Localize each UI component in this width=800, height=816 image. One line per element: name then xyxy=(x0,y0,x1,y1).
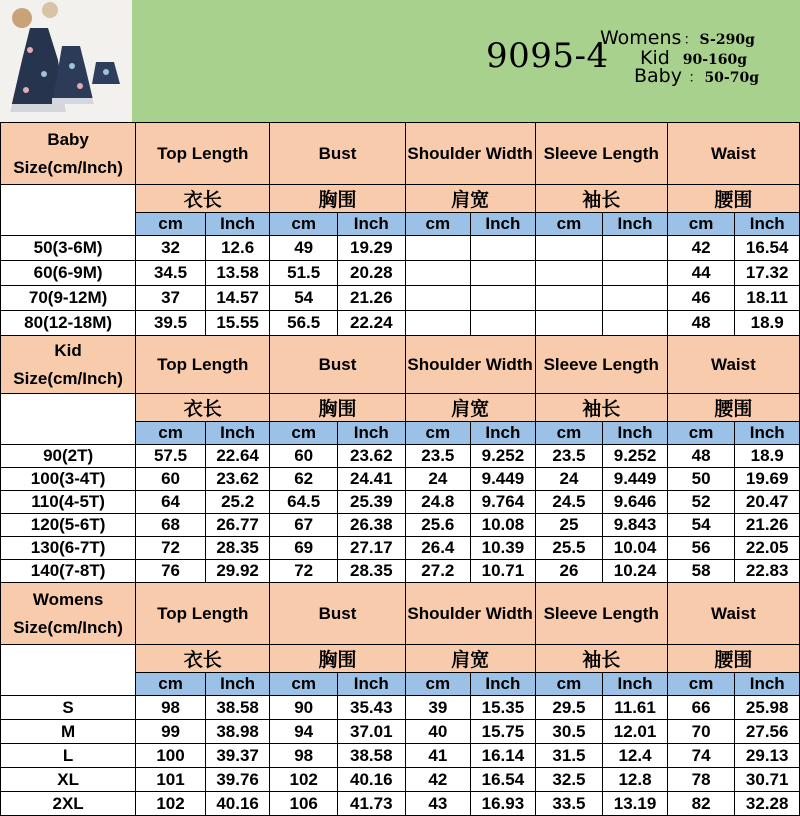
measurement-cell: 38.98 xyxy=(205,720,270,744)
unit-inch: Inch xyxy=(205,673,270,696)
measurement-cell: 31.5 xyxy=(535,744,603,768)
section-header-row xyxy=(1,123,800,185)
weight-label: Kid xyxy=(640,47,670,69)
weight-womens: Womens ： S-290g xyxy=(600,27,755,49)
measurement-cell: 29.13 xyxy=(735,744,800,768)
unit-cm: cm xyxy=(535,213,603,236)
unit-inch: Inch xyxy=(337,213,405,236)
table-row xyxy=(1,445,800,468)
measurement-cell xyxy=(405,236,471,261)
column-header: Waist xyxy=(667,123,799,185)
size-label: 130(6-7T) xyxy=(1,537,136,560)
measurement-cell: 64.5 xyxy=(270,491,338,514)
size-label: 2XL xyxy=(1,792,136,816)
measurement-cell: 9.449 xyxy=(471,468,536,491)
measurement-cell xyxy=(471,236,536,261)
measurement-cell: 26.4 xyxy=(405,537,471,560)
measurement-cell: 46 xyxy=(667,286,735,311)
measurement-cell: 34.5 xyxy=(136,261,206,286)
dress-photo-icon xyxy=(0,0,132,122)
measurement-cell: 25.39 xyxy=(337,491,405,514)
measurement-cell: 21.26 xyxy=(337,286,405,311)
column-header: Sleeve Length xyxy=(535,123,667,185)
measurement-cell: 24 xyxy=(535,468,603,491)
measurement-cell xyxy=(535,311,603,336)
measurement-cell: 10.39 xyxy=(471,537,536,560)
measurement-cell: 74 xyxy=(667,744,735,768)
unit-inch: Inch xyxy=(471,673,536,696)
unit-cm: cm xyxy=(270,422,338,445)
measurement-cell: 44 xyxy=(667,261,735,286)
measurement-cell: 22.64 xyxy=(205,445,270,468)
blank-cell xyxy=(1,645,136,696)
measurement-cell: 48 xyxy=(667,445,735,468)
measurement-cell: 23.62 xyxy=(205,468,270,491)
measurement-cell: 49 xyxy=(270,236,338,261)
unit-inch: Inch xyxy=(735,213,800,236)
measurement-cell: 25 xyxy=(535,514,603,537)
unit-inch: Inch xyxy=(471,213,536,236)
column-header-cn: 肩宽 xyxy=(405,645,535,673)
measurement-cell: 70 xyxy=(667,720,735,744)
measurement-cell: 39.5 xyxy=(136,311,206,336)
measurement-cell: 39.76 xyxy=(205,768,270,792)
column-header: Sleeve Length xyxy=(535,336,667,394)
product-photo xyxy=(0,0,132,122)
unit-cm: cm xyxy=(667,422,735,445)
measurement-cell xyxy=(471,286,536,311)
measurement-cell: 11.61 xyxy=(603,696,668,720)
measurement-cell: 42 xyxy=(667,236,735,261)
measurement-cell: 90 xyxy=(270,696,338,720)
measurement-cell: 10.04 xyxy=(603,537,668,560)
measurement-cell xyxy=(603,286,668,311)
product-code: 9095-4 xyxy=(486,36,609,76)
column-header-cn: 袖长 xyxy=(535,394,667,422)
measurement-cell: 76 xyxy=(136,560,206,583)
column-header: Shoulder Width xyxy=(405,336,535,394)
measurement-cell: 27.17 xyxy=(337,537,405,560)
measurement-cell: 37.01 xyxy=(337,720,405,744)
measurement-cell: 13.58 xyxy=(205,261,270,286)
measurement-cell: 58 xyxy=(667,560,735,583)
measurement-cell: 12.8 xyxy=(603,768,668,792)
column-header-cn-row xyxy=(1,645,800,673)
unit-cm: cm xyxy=(136,422,206,445)
measurement-cell: 9.764 xyxy=(471,491,536,514)
measurement-cell: 26.38 xyxy=(337,514,405,537)
measurement-cell: 72 xyxy=(270,560,338,583)
unit-cm: cm xyxy=(136,213,206,236)
measurement-cell: 15.75 xyxy=(471,720,536,744)
column-header-cn-row xyxy=(1,185,800,213)
measurement-cell: 27.56 xyxy=(735,720,800,744)
measurement-cell: 29.92 xyxy=(205,560,270,583)
column-header: Waist xyxy=(667,336,799,394)
measurement-cell: 68 xyxy=(136,514,206,537)
table-row xyxy=(1,468,800,491)
measurement-cell: 40 xyxy=(405,720,471,744)
unit-cm: cm xyxy=(405,673,471,696)
measurement-cell: 64 xyxy=(136,491,206,514)
unit-inch: Inch xyxy=(603,422,668,445)
measurement-cell: 30.5 xyxy=(535,720,603,744)
measurement-cell: 24.41 xyxy=(337,468,405,491)
measurement-cell: 27.2 xyxy=(405,560,471,583)
measurement-cell: 50 xyxy=(667,468,735,491)
measurement-cell: 14.57 xyxy=(205,286,270,311)
column-header-cn: 肩宽 xyxy=(405,185,535,213)
measurement-cell: 56.5 xyxy=(270,311,338,336)
measurement-cell: 23.5 xyxy=(535,445,603,468)
measurement-cell xyxy=(471,311,536,336)
unit-cm: cm xyxy=(136,673,206,696)
size-label: 50(3-6M) xyxy=(1,236,136,261)
measurement-cell xyxy=(535,261,603,286)
measurement-cell: 67 xyxy=(270,514,338,537)
measurement-cell: 38.58 xyxy=(205,696,270,720)
unit-inch: Inch xyxy=(603,213,668,236)
measurement-cell: 60 xyxy=(270,445,338,468)
column-header: Bust xyxy=(270,583,405,645)
measurement-cell: 20.28 xyxy=(337,261,405,286)
table-row xyxy=(1,744,800,768)
measurement-cell: 69 xyxy=(270,537,338,560)
measurement-cell: 25.98 xyxy=(735,696,800,720)
measurement-cell: 54 xyxy=(270,286,338,311)
column-header: Shoulder Width xyxy=(405,123,535,185)
measurement-cell: 18.11 xyxy=(735,286,800,311)
measurement-cell xyxy=(405,261,471,286)
measurement-cell: 16.54 xyxy=(735,236,800,261)
measurement-cell: 38.58 xyxy=(337,744,405,768)
measurement-cell: 56 xyxy=(667,537,735,560)
table-row xyxy=(1,514,800,537)
section-title: Kid Size(cm/Inch) xyxy=(1,336,136,394)
blank-cell xyxy=(1,185,136,236)
measurement-cell: 100 xyxy=(136,744,206,768)
measurement-cell: 39 xyxy=(405,696,471,720)
weight-label: Baby xyxy=(634,65,682,87)
measurement-cell: 102 xyxy=(136,792,206,816)
measurement-cell xyxy=(603,261,668,286)
table-row xyxy=(1,311,800,336)
measurement-cell: 54 xyxy=(667,514,735,537)
measurement-cell: 102 xyxy=(270,768,338,792)
unit-cm: cm xyxy=(405,422,471,445)
measurement-cell: 18.9 xyxy=(735,311,800,336)
table-row xyxy=(1,236,800,261)
column-header-cn: 衣长 xyxy=(136,185,270,213)
measurement-cell: 99 xyxy=(136,720,206,744)
unit-inch: Inch xyxy=(205,422,270,445)
weight-value: 90-160g xyxy=(682,52,748,68)
unit-inch: Inch xyxy=(337,422,405,445)
measurement-cell: 16.14 xyxy=(471,744,536,768)
measurement-cell: 26.77 xyxy=(205,514,270,537)
column-header-cn: 肩宽 xyxy=(405,394,535,422)
section-header-row xyxy=(1,583,800,645)
measurement-cell: 32 xyxy=(136,236,206,261)
measurement-cell: 10.08 xyxy=(471,514,536,537)
measurement-cell: 39.37 xyxy=(205,744,270,768)
column-header: Sleeve Length xyxy=(535,583,667,645)
measurement-cell: 13.19 xyxy=(603,792,668,816)
column-header-cn: 胸围 xyxy=(270,185,405,213)
measurement-cell: 51.5 xyxy=(270,261,338,286)
measurement-cell: 48 xyxy=(667,311,735,336)
measurement-cell: 106 xyxy=(270,792,338,816)
size-table xyxy=(0,122,800,816)
column-header: Bust xyxy=(270,336,405,394)
measurement-cell: 16.54 xyxy=(471,768,536,792)
measurement-cell: 35.43 xyxy=(337,696,405,720)
unit-inch: Inch xyxy=(337,673,405,696)
table-row xyxy=(1,491,800,514)
size-label: 90(2T) xyxy=(1,445,136,468)
measurement-cell: 32.28 xyxy=(735,792,800,816)
measurement-cell: 25.6 xyxy=(405,514,471,537)
table-row xyxy=(1,768,800,792)
measurement-cell: 72 xyxy=(136,537,206,560)
unit-inch: Inch xyxy=(471,422,536,445)
section-title: Baby Size(cm/Inch) xyxy=(1,123,136,185)
measurement-cell xyxy=(603,236,668,261)
unit-cm: cm xyxy=(535,422,603,445)
column-header-cn: 衣长 xyxy=(136,394,270,422)
size-label: L xyxy=(1,744,136,768)
measurement-cell: 40.16 xyxy=(205,792,270,816)
header-banner xyxy=(0,0,800,122)
measurement-cell: 10.24 xyxy=(603,560,668,583)
measurement-cell: 94 xyxy=(270,720,338,744)
measurement-cell xyxy=(405,286,471,311)
measurement-cell: 40.16 xyxy=(337,768,405,792)
column-header: Top Length xyxy=(136,583,270,645)
measurement-cell: 24 xyxy=(405,468,471,491)
column-header-cn: 衣长 xyxy=(136,645,270,673)
unit-cm: cm xyxy=(270,213,338,236)
measurement-cell: 22.05 xyxy=(735,537,800,560)
table-row xyxy=(1,286,800,311)
table-row xyxy=(1,261,800,286)
size-label: S xyxy=(1,696,136,720)
size-label: 110(4-5T) xyxy=(1,491,136,514)
measurement-cell: 12.4 xyxy=(603,744,668,768)
measurement-cell: 20.47 xyxy=(735,491,800,514)
unit-cm: cm xyxy=(270,673,338,696)
measurement-cell xyxy=(603,311,668,336)
measurement-cell: 52 xyxy=(667,491,735,514)
blank-cell xyxy=(1,394,136,445)
measurement-cell: 98 xyxy=(136,696,206,720)
column-header: Shoulder Width xyxy=(405,583,535,645)
column-header-cn: 袖长 xyxy=(535,645,667,673)
measurement-cell: 12.6 xyxy=(205,236,270,261)
measurement-cell: 12.01 xyxy=(603,720,668,744)
weight-value: 50-70g xyxy=(704,70,760,86)
column-header-cn: 腰围 xyxy=(667,645,799,673)
measurement-cell: 15.35 xyxy=(471,696,536,720)
table-row xyxy=(1,720,800,744)
measurement-cell xyxy=(535,236,603,261)
measurement-cell: 9.843 xyxy=(603,514,668,537)
weight-label: Womens xyxy=(600,27,682,49)
measurement-cell: 22.83 xyxy=(735,560,800,583)
measurement-cell: 19.69 xyxy=(735,468,800,491)
measurement-cell: 41.73 xyxy=(337,792,405,816)
measurement-cell: 82 xyxy=(667,792,735,816)
measurement-cell: 30.71 xyxy=(735,768,800,792)
measurement-cell xyxy=(471,261,536,286)
unit-cm: cm xyxy=(667,673,735,696)
unit-inch: Inch xyxy=(603,673,668,696)
measurement-cell: 41 xyxy=(405,744,471,768)
measurement-cell: 9.252 xyxy=(603,445,668,468)
measurement-cell: 78 xyxy=(667,768,735,792)
size-label: XL xyxy=(1,768,136,792)
measurement-cell: 37 xyxy=(136,286,206,311)
column-header: Top Length xyxy=(136,336,270,394)
measurement-cell: 62 xyxy=(270,468,338,491)
measurement-cell xyxy=(405,311,471,336)
measurement-cell: 43 xyxy=(405,792,471,816)
section-title: Womens Size(cm/Inch) xyxy=(1,583,136,645)
size-label: 140(7-8T) xyxy=(1,560,136,583)
unit-inch: Inch xyxy=(735,422,800,445)
measurement-cell: 23.62 xyxy=(337,445,405,468)
measurement-cell: 9.646 xyxy=(603,491,668,514)
column-header-cn: 胸围 xyxy=(270,394,405,422)
measurement-cell: 101 xyxy=(136,768,206,792)
size-label: M xyxy=(1,720,136,744)
measurement-cell: 22.24 xyxy=(337,311,405,336)
unit-inch: Inch xyxy=(205,213,270,236)
measurement-cell: 66 xyxy=(667,696,735,720)
size-label: 120(5-6T) xyxy=(1,514,136,537)
unit-cm: cm xyxy=(535,673,603,696)
measurement-cell: 60 xyxy=(136,468,206,491)
table-row xyxy=(1,696,800,720)
measurement-cell: 32.5 xyxy=(535,768,603,792)
measurement-cell: 25.2 xyxy=(205,491,270,514)
measurement-cell: 9.252 xyxy=(471,445,536,468)
column-header-cn: 腰围 xyxy=(667,185,799,213)
weight-baby: Baby ： 50-70g xyxy=(634,65,760,87)
size-label: 70(9-12M) xyxy=(1,286,136,311)
size-label: 60(6-9M) xyxy=(1,261,136,286)
measurement-cell: 28.35 xyxy=(337,560,405,583)
measurement-cell: 16.93 xyxy=(471,792,536,816)
section-header-row xyxy=(1,336,800,394)
column-header-cn: 腰围 xyxy=(667,394,799,422)
measurement-cell: 21.26 xyxy=(735,514,800,537)
table-row xyxy=(1,792,800,816)
table-row xyxy=(1,560,800,583)
column-header-cn: 袖长 xyxy=(535,185,667,213)
measurement-cell: 28.35 xyxy=(205,537,270,560)
measurement-cell: 9.449 xyxy=(603,468,668,491)
measurement-cell: 24.8 xyxy=(405,491,471,514)
measurement-cell: 15.55 xyxy=(205,311,270,336)
size-label: 80(12-18M) xyxy=(1,311,136,336)
measurement-cell: 19.29 xyxy=(337,236,405,261)
unit-cm: cm xyxy=(667,213,735,236)
measurement-cell xyxy=(535,286,603,311)
measurement-cell: 25.5 xyxy=(535,537,603,560)
measurement-cell: 29.5 xyxy=(535,696,603,720)
table-row xyxy=(1,537,800,560)
measurement-cell: 17.32 xyxy=(735,261,800,286)
measurement-cell: 18.9 xyxy=(735,445,800,468)
unit-inch: Inch xyxy=(735,673,800,696)
unit-cm: cm xyxy=(405,213,471,236)
measurement-cell: 57.5 xyxy=(136,445,206,468)
measurement-cell: 33.5 xyxy=(535,792,603,816)
measurement-cell: 42 xyxy=(405,768,471,792)
measurement-cell: 98 xyxy=(270,744,338,768)
column-header: Bust xyxy=(270,123,405,185)
column-header: Top Length xyxy=(136,123,270,185)
measurement-cell: 10.71 xyxy=(471,560,536,583)
column-header: Waist xyxy=(667,583,799,645)
measurement-cell: 26 xyxy=(535,560,603,583)
column-header-cn-row xyxy=(1,394,800,422)
measurement-cell: 24.5 xyxy=(535,491,603,514)
size-label: 100(3-4T) xyxy=(1,468,136,491)
weight-value: S-290g xyxy=(699,32,755,48)
column-header-cn: 胸围 xyxy=(270,645,405,673)
measurement-cell: 23.5 xyxy=(405,445,471,468)
